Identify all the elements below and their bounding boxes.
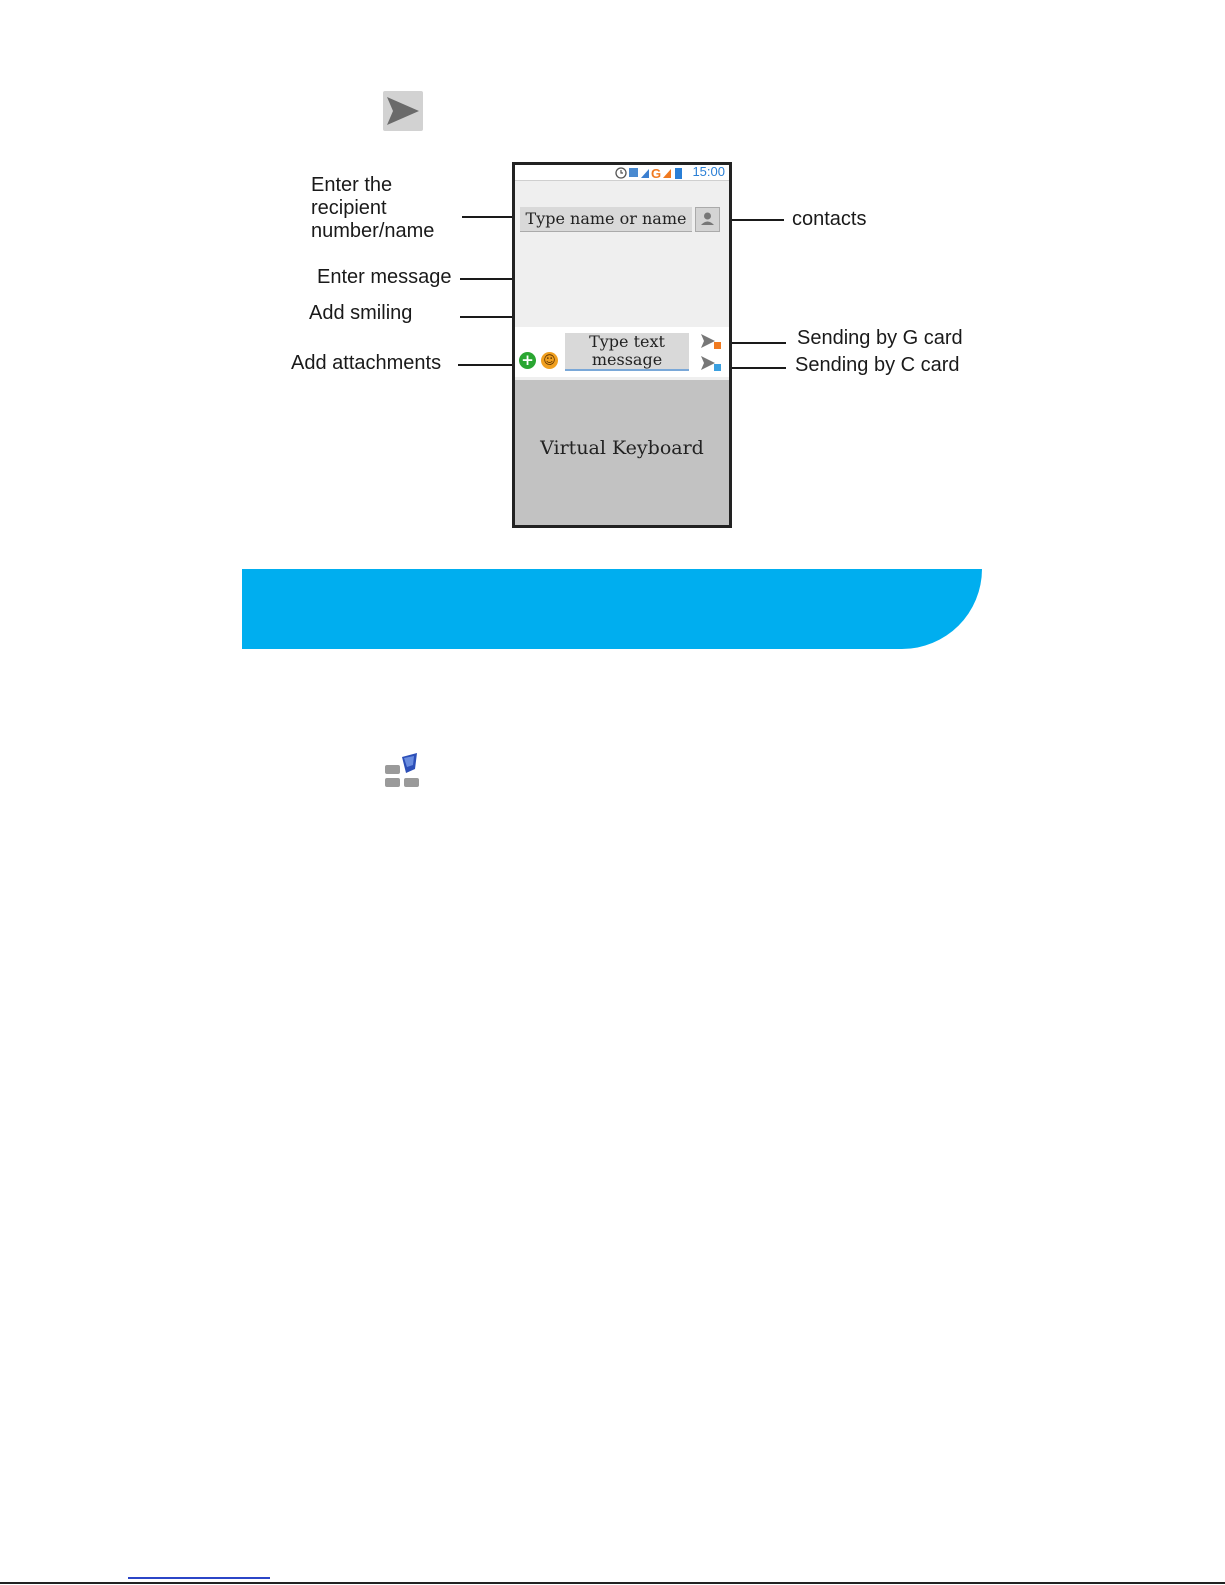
compose-bar [515, 327, 729, 377]
callout-send-g: Sending by G card [797, 327, 963, 349]
leader-line [724, 367, 786, 369]
svg-text:G: G [651, 166, 662, 179]
phone-screen [512, 162, 732, 528]
add-attachment-icon[interactable]: + [519, 352, 536, 369]
callout-send-c: Sending by C card [795, 354, 960, 376]
callout-attachments: Add attachments [291, 352, 442, 374]
keyboard-label: Virtual Keyboard [540, 437, 704, 459]
leader-line [724, 342, 786, 344]
recipient-input[interactable]: Type name or name [520, 207, 692, 232]
callout-smiling: Add smiling [309, 302, 413, 324]
send-icon [383, 91, 423, 131]
section-banner [242, 569, 982, 649]
footer-rule [0, 1582, 1225, 1584]
leader-line [458, 364, 518, 366]
callout-recipient: Enter the recipient number/name [311, 174, 435, 242]
callout-contacts: contacts [792, 208, 867, 230]
send-g-card-icon[interactable] [699, 331, 723, 351]
status-time: 15:00 [692, 164, 725, 179]
status-icons [615, 166, 695, 179]
virtual-keyboard[interactable] [515, 380, 729, 525]
smiley-icon[interactable]: ☺ [541, 352, 558, 369]
send-c-card-icon[interactable] [699, 353, 723, 373]
status-bar [515, 165, 729, 181]
contacts-button[interactable] [695, 207, 720, 232]
footer-link-underline [128, 1577, 270, 1579]
person-icon [696, 208, 719, 231]
callout-message: Enter message [317, 266, 452, 288]
message-input[interactable]: Type text message [565, 333, 689, 371]
leader-line [462, 216, 518, 218]
app-grid-icon [385, 753, 423, 791]
